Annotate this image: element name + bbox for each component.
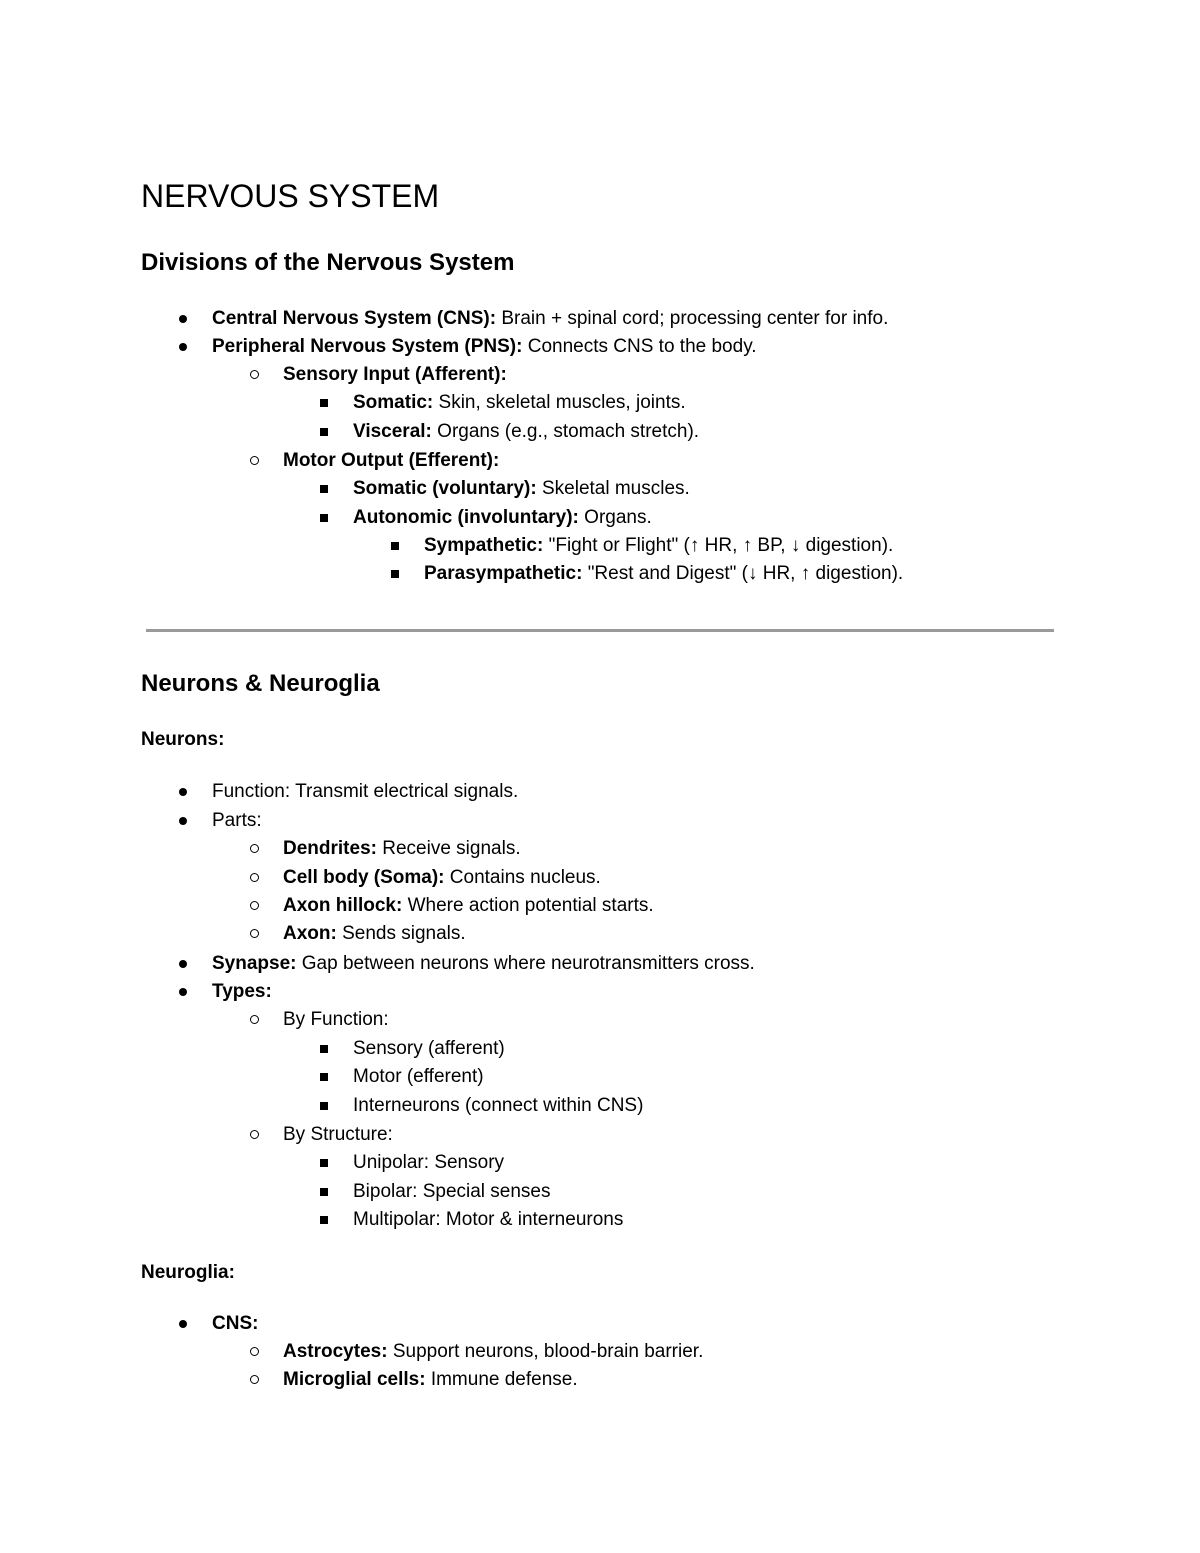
bullet-icon: [174, 807, 192, 835]
circle-bullet-icon: [245, 835, 263, 863]
autonomic-text: Organs.: [584, 507, 652, 528]
unipolar-text: Unipolar: Sensory: [353, 1152, 505, 1173]
bullet-icon: [174, 1310, 192, 1338]
axon-hillock-label: Axon hillock:: [283, 895, 403, 916]
function-text: Function: Transmit electrical signals.: [212, 781, 519, 802]
visceral-text: Organs (e.g., stomach stretch).: [437, 421, 700, 442]
parasympathetic-label: Parasympathetic:: [424, 563, 583, 584]
axon-text: Sends signals.: [342, 923, 466, 944]
by-structure-text: By Structure:: [283, 1124, 393, 1145]
microglia-text: Immune defense.: [430, 1369, 578, 1390]
dendrites-text: Receive signals.: [382, 838, 521, 859]
axon-label: Axon:: [283, 923, 337, 944]
sympathetic-text: "Fight or Flight" (↑ HR, ↑ BP, ↓ digestion).: [548, 535, 894, 556]
parasympathetic-text: "Rest and Digest" (↓ HR, ↑ digestion).: [587, 563, 904, 584]
square-bullet-icon: [315, 475, 333, 503]
neurons-neuroglia-heading: Neurons & Neuroglia: [141, 670, 380, 697]
bullet-icon: [174, 333, 192, 361]
square-bullet-icon: [315, 1035, 333, 1063]
cns-label: Central Nervous System (CNS):: [212, 308, 497, 329]
circle-bullet-icon: [245, 892, 263, 920]
astrocytes-label: Astrocytes:: [283, 1341, 388, 1362]
types-label: Types:: [212, 981, 272, 1002]
square-bullet-icon: [315, 1178, 333, 1206]
circle-bullet-icon: [245, 1006, 263, 1034]
autonomic-label: Autonomic (involuntary):: [353, 507, 579, 528]
cns-text: Brain + spinal cord; processing center for info.: [501, 308, 889, 329]
square-bullet-icon: [386, 560, 404, 588]
sensory-input-label: Sensory Input (Afferent):: [283, 364, 507, 385]
pns-label: Peripheral Nervous System (PNS):: [212, 336, 523, 357]
bipolar-text: Bipolar: Special senses: [353, 1181, 551, 1202]
cell-body-text: Contains nucleus.: [449, 867, 601, 888]
square-bullet-icon: [386, 532, 404, 560]
square-bullet-icon: [315, 1149, 333, 1177]
pns-text: Connects CNS to the body.: [527, 336, 757, 357]
sympathetic-label: Sympathetic:: [424, 535, 544, 556]
axon-hillock-text: Where action potential starts.: [407, 895, 654, 916]
circle-bullet-icon: [245, 447, 263, 475]
interneurons-text: Interneurons (connect within CNS): [353, 1095, 644, 1116]
somatic-text: Skin, skeletal muscles, joints.: [438, 392, 686, 413]
circle-bullet-icon: [245, 1121, 263, 1149]
microglia-label: Microglial cells:: [283, 1369, 426, 1390]
somatic-voluntary-label: Somatic (voluntary):: [353, 478, 537, 499]
cell-body-label: Cell body (Soma):: [283, 867, 445, 888]
motor-output-label: Motor Output (Efferent):: [283, 450, 500, 471]
visceral-label: Visceral:: [353, 421, 432, 442]
parts-text: Parts:: [212, 810, 262, 831]
horizontal-divider: [146, 629, 1054, 632]
astrocytes-text: Support neurons, blood-brain barrier.: [392, 1341, 704, 1362]
divisions-heading: Divisions of the Nervous System: [141, 249, 515, 276]
by-function-text: By Function:: [283, 1009, 389, 1030]
sensory-text: Sensory (afferent): [353, 1038, 505, 1059]
neurons-label: Neurons:: [141, 729, 225, 750]
square-bullet-icon: [315, 418, 333, 446]
circle-bullet-icon: [245, 1366, 263, 1394]
somatic-voluntary-text: Skeletal muscles.: [541, 478, 690, 499]
square-bullet-icon: [315, 1206, 333, 1234]
dendrites-label: Dendrites:: [283, 838, 377, 859]
square-bullet-icon: [315, 389, 333, 417]
circle-bullet-icon: [245, 1338, 263, 1366]
circle-bullet-icon: [245, 864, 263, 892]
synapse-text: Gap between neurons where neurotransmitters cross.: [301, 953, 755, 974]
circle-bullet-icon: [245, 920, 263, 948]
bullet-icon: [174, 950, 192, 978]
bullet-icon: [174, 778, 192, 806]
multipolar-text: Multipolar: Motor & interneurons: [353, 1209, 624, 1230]
bullet-icon: [174, 978, 192, 1006]
synapse-label: Synapse:: [212, 953, 297, 974]
cns-glia-label: CNS:: [212, 1313, 259, 1334]
somatic-label: Somatic:: [353, 392, 434, 413]
square-bullet-icon: [315, 504, 333, 532]
square-bullet-icon: [315, 1092, 333, 1120]
square-bullet-icon: [315, 1063, 333, 1091]
neuroglia-label: Neuroglia:: [141, 1262, 235, 1283]
bullet-icon: [174, 305, 192, 333]
motor-text: Motor (efferent): [353, 1066, 484, 1087]
document-title: NERVOUS SYSTEM: [141, 178, 440, 214]
circle-bullet-icon: [245, 361, 263, 389]
